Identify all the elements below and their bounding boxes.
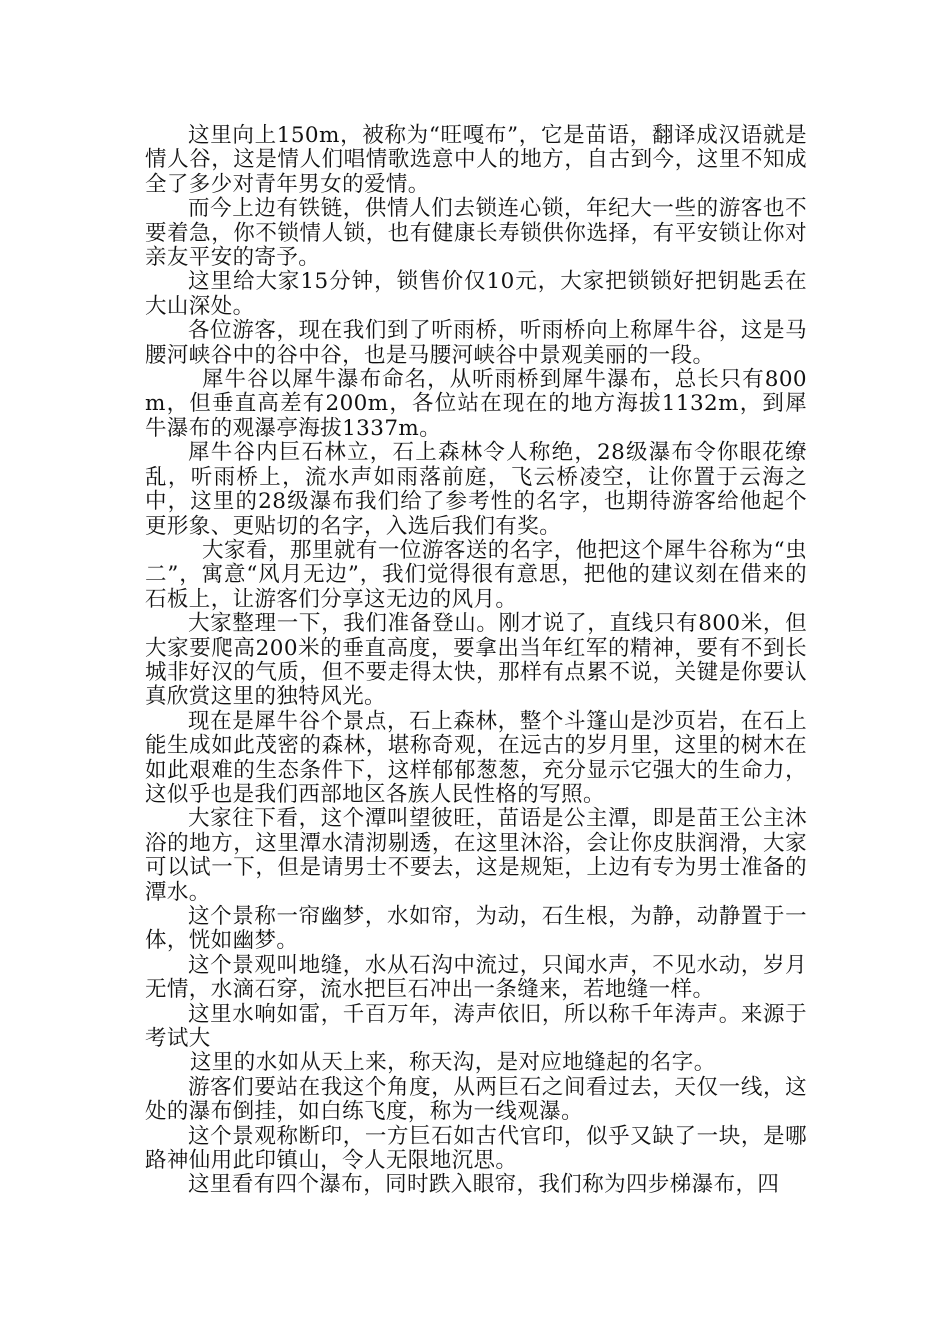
paragraph-17: 这里看有四个瀑布，同时跌入眼帘，我们称为四步梯瀑布，四 xyxy=(188,1172,780,1198)
paragraph-5: 犀牛谷以犀牛瀑布命名，从听雨桥到犀牛瀑布，总长只有800m，但垂直高差有200m，各位站在现在的地方海拔1132m，到犀牛瀑布的观瀑亭海拔1337m。 xyxy=(145,367,807,441)
document-body xyxy=(145,124,807,1198)
paragraph-1: 这里向上150m，被称为“旺嘎布”，它是苗语，翻译成汉语就是情人谷，这是情人们唱情歌选意中人的地方，自古到今，这里不知成全了多少对青年男女的爱情。 xyxy=(145,123,807,197)
paragraph-15: 游客们要站在我这个角度，从两巨石之间看过去，天仅一线，这处的瀑布倒挂，如白练飞度，称为一线观瀑。 xyxy=(145,1074,807,1125)
paragraph-2: 而今上边有铁链，供情人们去锁连心锁，年纪大一些的游客也不要着急，你不锁情人锁，也有健康长寿锁供你选择，有平安锁让你对亲友平安的寄予。 xyxy=(145,196,807,271)
paragraph-13: 这里水响如雷，千百万年，涛声依旧，所以称千年涛声。来源于考试大 xyxy=(145,1001,807,1052)
paragraph-9: 现在是犀牛谷个景点，石上森林，整个斗篷山是沙页岩，在石上能生成如此茂密的森林，堪称奇观，在远古的岁月里，这里的树木在如此艰难的生态条件下，这样郁郁葱葱，充分显示它强大的生命力，这似乎也是我们西部地区各族人民性格的写照。 xyxy=(145,708,807,807)
paragraph-14: 这里的水如从天上来，称天沟，是对应地缝起的名字。 xyxy=(190,1050,716,1076)
paragraph-11: 这个景称一帘幽梦，水如帘，为动，石生根，为静，动静置于一体，恍如幽梦。 xyxy=(145,904,807,954)
paragraph-4: 各位游客，现在我们到了听雨桥，听雨桥向上称犀牛谷，这是马腰河峡谷中的谷中谷，也是马腰河峡谷中景观美丽的一段。 xyxy=(145,318,807,368)
paragraph-10: 大家往下看，这个潭叫望彼旺，苗语是公主潭，即是苗王公主沐浴的地方，这里潭水清沏剔透，在这里沐浴，会让你皮肤润滑，大家可以试一下，但是请男士不要去，这是规矩，上边有专为男士准备的潭水。 xyxy=(145,806,807,905)
paragraph-16: 这个景观称断印，一方巨石如古代官印，似乎又缺了一块，是哪路神仙用此印镇山，令人无限地沉思。 xyxy=(145,1123,807,1174)
paragraph-3: 这里给大家15分钟，锁售价仅10元，大家把锁锁好把钥匙丢在大山深处。 xyxy=(145,269,807,319)
paragraph-6: 犀牛谷内巨石林立，石上森林令人称绝，28级瀑布令你眼花缭乱，听雨桥上，流水声如雨落前庭，飞云桥凌空，让你置于云海之中，这里的28级瀑布我们给了参考性的名字，也期待游客给他起个更形象、更贴切的名字，入选后我们有奖。 xyxy=(145,440,807,539)
paragraph-12: 这个景观叫地缝，水从石沟中流过，只闻水声，不见水动，岁月无情，水滴石穿，流水把巨石冲出一条缝来，若地缝一样。 xyxy=(145,952,807,1003)
paragraph-7: 大家看，那里就有一位游客送的名字，他把这个犀牛谷称为“虫二”，寓意“风月无边”，我们觉得很有意思，把他的建议刻在借来的石板上，让游客们分享这无边的风月。 xyxy=(145,537,807,612)
paragraph-8: 大家整理一下，我们准备登山。刚才说了，直线只有800米，但大家要爬高200米的垂直高度，要拿出当年红军的精神，要有不到长城非好汉的气质，但不要走得太快，那样有点累不说，关键是你要认真欣赏这里的独特风光。 xyxy=(145,611,807,710)
